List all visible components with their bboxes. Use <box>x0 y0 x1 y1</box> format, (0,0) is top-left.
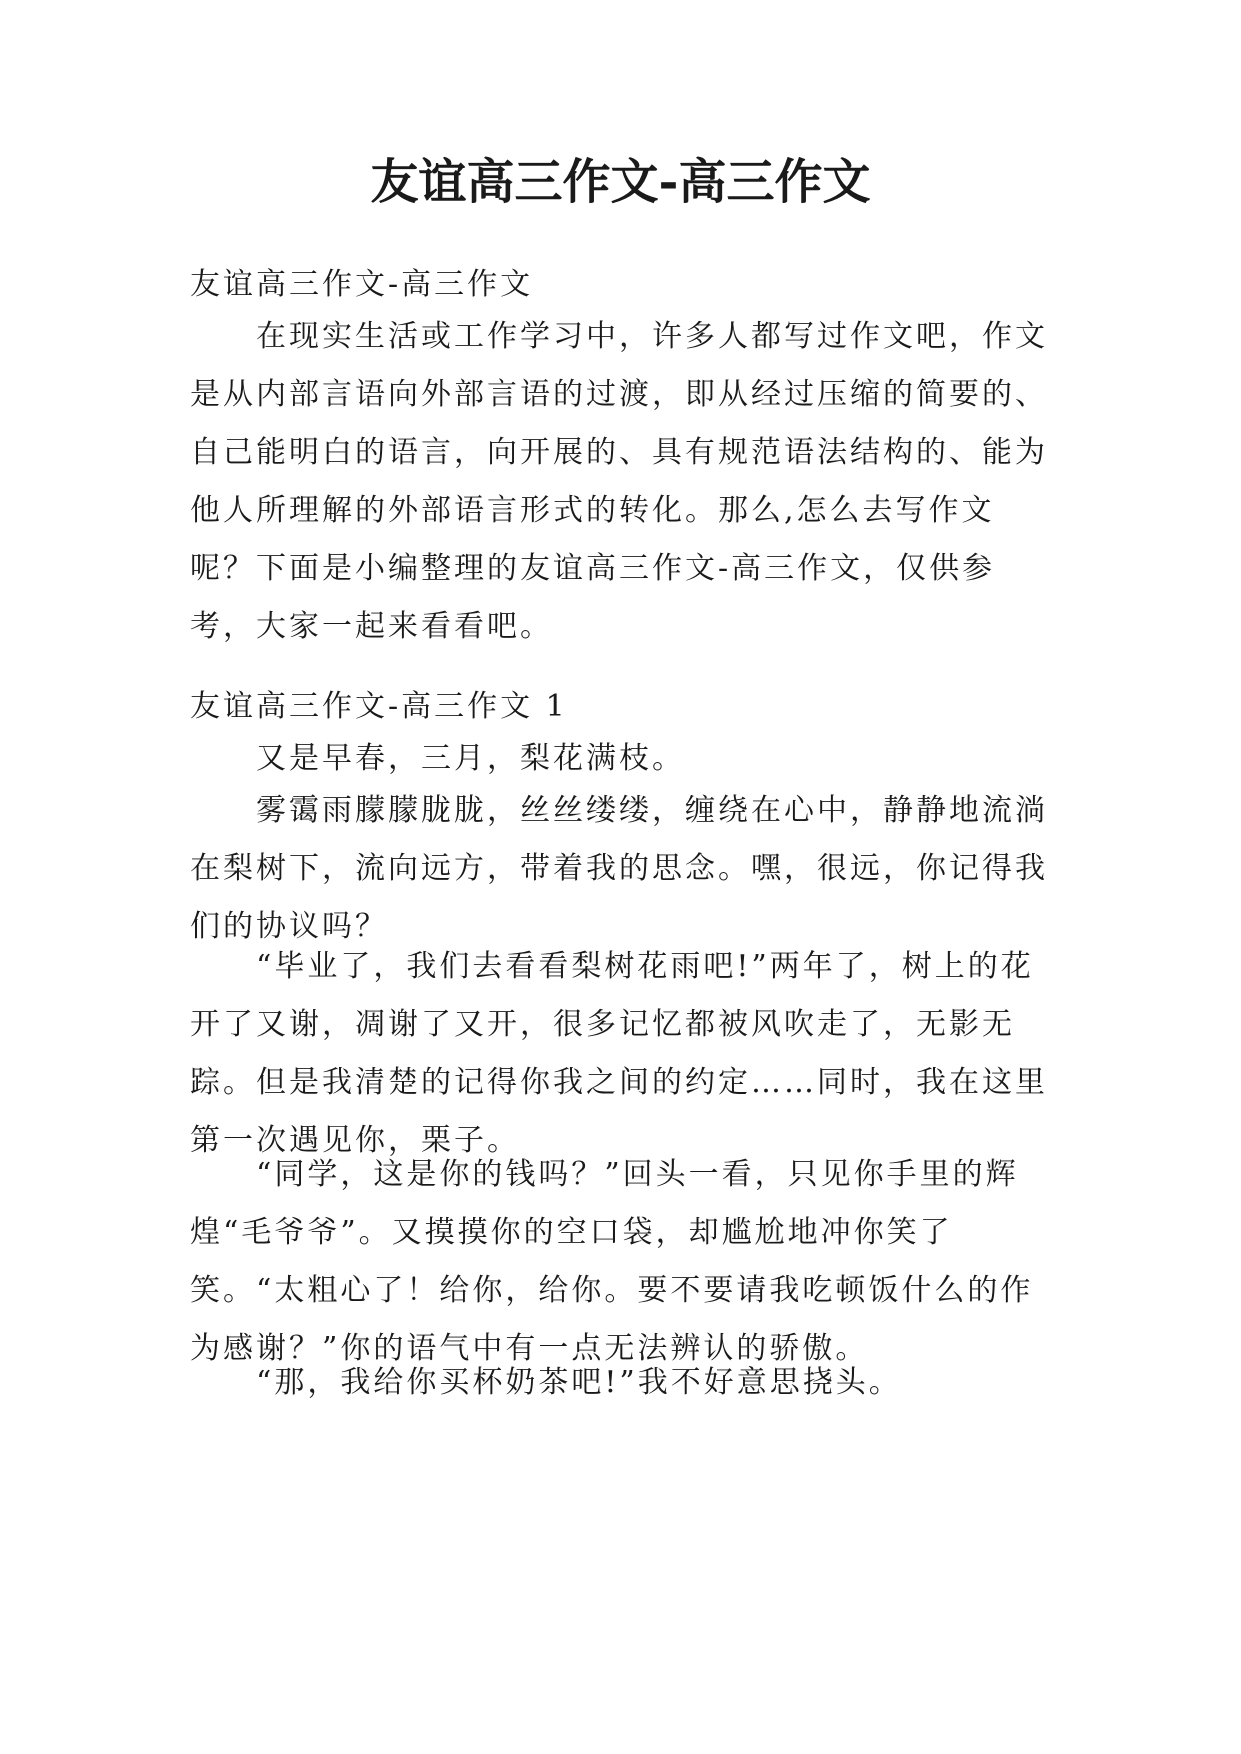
body-paragraph-1: 又是早春，三月，梨花满枝。 <box>256 741 685 776</box>
document-subtitle: 友谊高三作文-高三作文 <box>190 267 534 302</box>
document-title: 友谊高三作文-高三作文 <box>370 154 871 210</box>
body-paragraph-5: “那，我给你买杯奶茶吧!”我不好意思挠头。 <box>256 1365 902 1400</box>
intro-paragraph: 在现实生活或工作学习中，许多人都写过作文吧，作文是从内部言语向外部言语的过渡，即从经过压缩的简要的、自己能明白的语言，向开展的、具有规范语法结构的、能为他人所理解的外部语言形式的转化。那么,怎么去写作文呢？下面是小编整理的友谊高三作文-高三作文，仅供参考，大家一起来看看吧。 <box>190 319 1048 644</box>
body-paragraph-4: “同学，这是你的钱吗？”回头一看，只见你手里的辉煌“毛爷爷”。又摸摸你的空口袋，却尴尬地冲你笑了笑。“太粗心了！给你，给你。要不要请我吃顿饭什么的作为感谢？”你的语气中有一点无法辨认的骄傲。 <box>190 1157 1034 1366</box>
body-paragraph-2: 雾霭雨朦朦胧胧，丝丝缕缕，缠绕在心中，静静地流淌在梨树下，流向远方，带着我的思念。嘿，很远，你记得我们的协议吗？ <box>190 793 1048 944</box>
body-paragraph-3: “毕业了，我们去看看梨树花雨吧!”两年了，树上的花开了又谢，凋谢了又开，很多记忆都被风吹走了，无影无踪。但是我清楚的记得你我之间的约定……同时，我在这里第一次遇见你，栗子。 <box>190 949 1048 1158</box>
section-heading: 友谊高三作文-高三作文 1 <box>190 689 568 724</box>
